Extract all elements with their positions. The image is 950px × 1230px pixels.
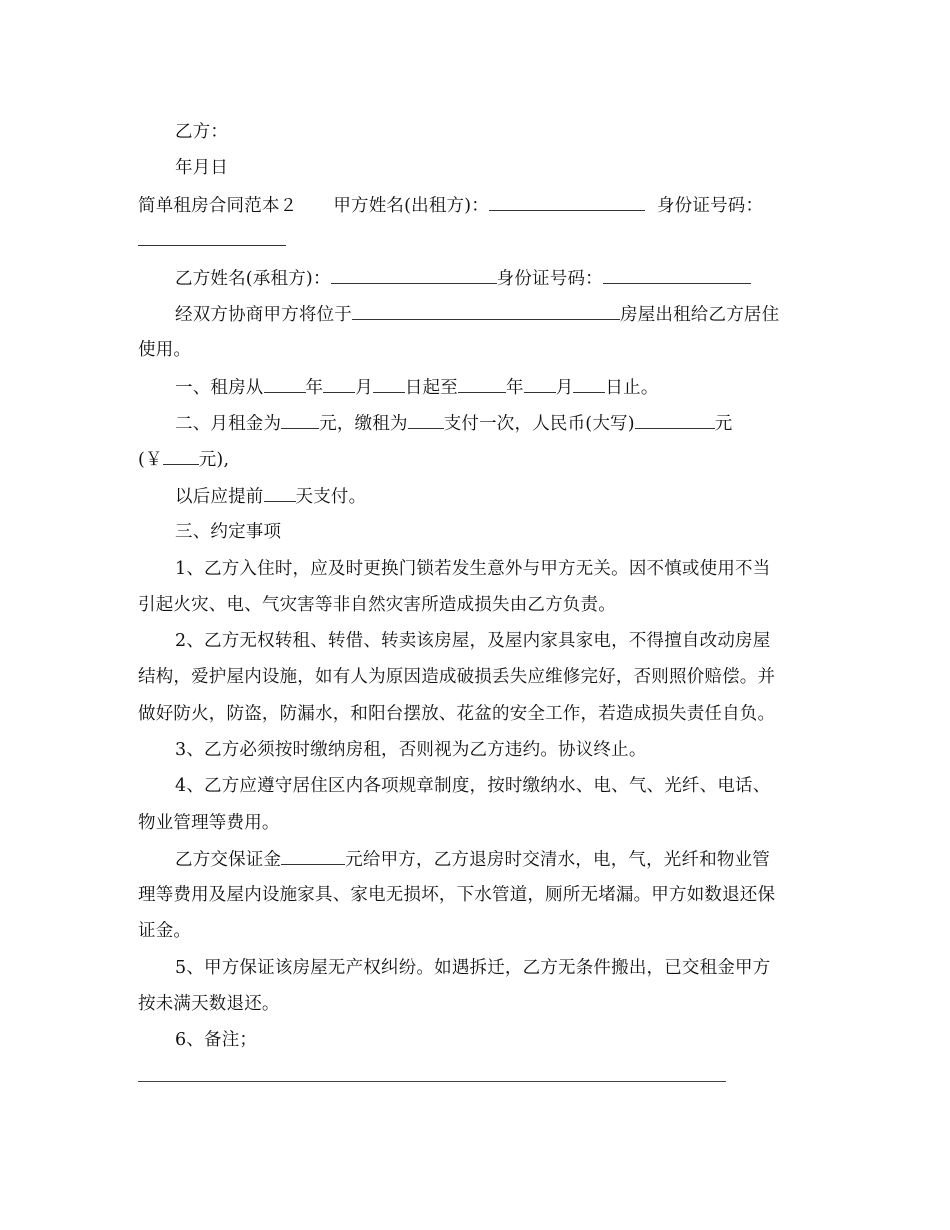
party-b-label: 乙方： bbox=[175, 122, 229, 142]
clause-1-line-2: 引起火灾、电、气灾害等非自然灾害所造成损失由乙方负责。 bbox=[138, 595, 616, 615]
location-text: 经双方协商甲方将位于 bbox=[175, 305, 352, 325]
year-label: 年 bbox=[506, 378, 524, 398]
yuan-label: 元 bbox=[714, 414, 733, 434]
deposit-blank bbox=[281, 847, 345, 865]
contract-title: 简单租房合同范本２ bbox=[138, 196, 298, 216]
rmb-label: 支付一次，人民币(大写) bbox=[443, 414, 635, 434]
location-row bbox=[175, 302, 779, 327]
tenant-name-label: 乙方姓名(承租方)： bbox=[175, 269, 331, 289]
term-row bbox=[175, 375, 659, 400]
yen-close: 元), bbox=[198, 450, 230, 470]
term-label: 一、租房从 bbox=[175, 378, 264, 398]
rent-blank bbox=[281, 411, 319, 429]
clause-3: 3、乙方必须按时缴纳房租，否则视为乙方违约。协议终止。 bbox=[175, 740, 647, 760]
rent-label: 二、月租金为 bbox=[175, 414, 282, 434]
deposit-label: 乙方交保证金 bbox=[175, 850, 282, 870]
advance-days-blank bbox=[264, 484, 296, 502]
advance-row bbox=[175, 484, 366, 509]
rmb-figure-row bbox=[138, 447, 229, 472]
deposit-line-3: 证金。 bbox=[138, 921, 192, 941]
remarks-underline bbox=[138, 1081, 726, 1082]
clause-5-line-1: 5、甲方保证该房屋无产权纠纷。如遇拆迁，乙方无条件搬出，已交租金甲方 bbox=[175, 958, 771, 978]
landlord-name-label: 甲方姓名(出租方)： bbox=[333, 196, 489, 216]
landlord-id-label: 身份证号码： bbox=[656, 196, 764, 216]
tenant-id-blank bbox=[603, 266, 751, 284]
end-month-blank bbox=[524, 375, 556, 393]
rent-row bbox=[175, 411, 732, 436]
month-label: 月 bbox=[555, 378, 574, 398]
deposit-text: 元给甲方，乙方退房时交清水，电，气，光纤和物业管 bbox=[345, 850, 771, 870]
clause-5-line-2: 按未满天数退还。 bbox=[138, 994, 280, 1014]
clause-2-line-3: 做好防火，防盗，防漏水，和阳台摆放、花盆的安全工作，若造成损失责任自负。 bbox=[138, 704, 776, 724]
advance-label: 以后应提前 bbox=[175, 487, 264, 507]
clause-4-line-2: 物业管理等费用。 bbox=[138, 813, 280, 833]
tenant-name-blank bbox=[331, 266, 497, 284]
landlord-id-row bbox=[138, 228, 286, 253]
contract-title-row bbox=[138, 193, 763, 218]
section-title: 三、约定事项 bbox=[175, 522, 282, 542]
clause-2-line-1: 2、乙方无权转租、转借、转卖该房屋，及屋内家具家电，不得擅自改动房屋 bbox=[175, 631, 771, 651]
location-text-end: 房屋出租给乙方居住 bbox=[620, 305, 780, 325]
tenant-id-label: 身份证号码： bbox=[496, 269, 603, 289]
tenant-row bbox=[175, 266, 751, 291]
end-year-blank bbox=[458, 375, 506, 393]
clause-4-line-1: 4、乙方应遵守居住区内各项规章制度，按时缴纳水、电、气、光纤、电话、 bbox=[175, 776, 771, 796]
rmb-figure-blank bbox=[163, 447, 199, 465]
start-month-blank bbox=[323, 375, 355, 393]
month-label: 月 bbox=[355, 378, 373, 398]
deposit-line-2: 理等费用及屋内设施家具、家电无损坏，下水管道，厕所无堵漏。甲方如数退还保 bbox=[138, 885, 776, 905]
payment-period-blank bbox=[408, 411, 444, 429]
date-label: 年月日 bbox=[175, 158, 229, 178]
deposit-row bbox=[175, 847, 770, 872]
use-text: 使用。 bbox=[138, 340, 192, 360]
from-label: 日起至 bbox=[404, 378, 459, 398]
yen-open: (￥ bbox=[138, 450, 163, 470]
year-label: 年 bbox=[305, 378, 324, 398]
landlord-id-blank bbox=[138, 228, 286, 246]
until-label: 日止。 bbox=[605, 378, 659, 398]
clause-1-line-1: 1、乙方入住时，应及时更换门锁若发生意外与甲方无关。因不慎或使用不当 bbox=[175, 559, 771, 579]
start-day-blank bbox=[373, 375, 405, 393]
advance-end: 天支付。 bbox=[295, 487, 367, 507]
clause-2-line-2: 结构，爱护屋内设施，如有人为原因造成破损丢失应维修完好，否则照价赔偿。并 bbox=[138, 667, 776, 687]
landlord-name-blank bbox=[489, 193, 645, 211]
payment-label: 元，缴租为 bbox=[319, 414, 408, 434]
end-day-blank bbox=[573, 375, 605, 393]
rmb-words-blank bbox=[635, 411, 715, 429]
clause-6-remarks: 6、备注； bbox=[175, 1030, 258, 1050]
start-year-blank bbox=[264, 375, 306, 393]
location-blank bbox=[352, 302, 620, 320]
